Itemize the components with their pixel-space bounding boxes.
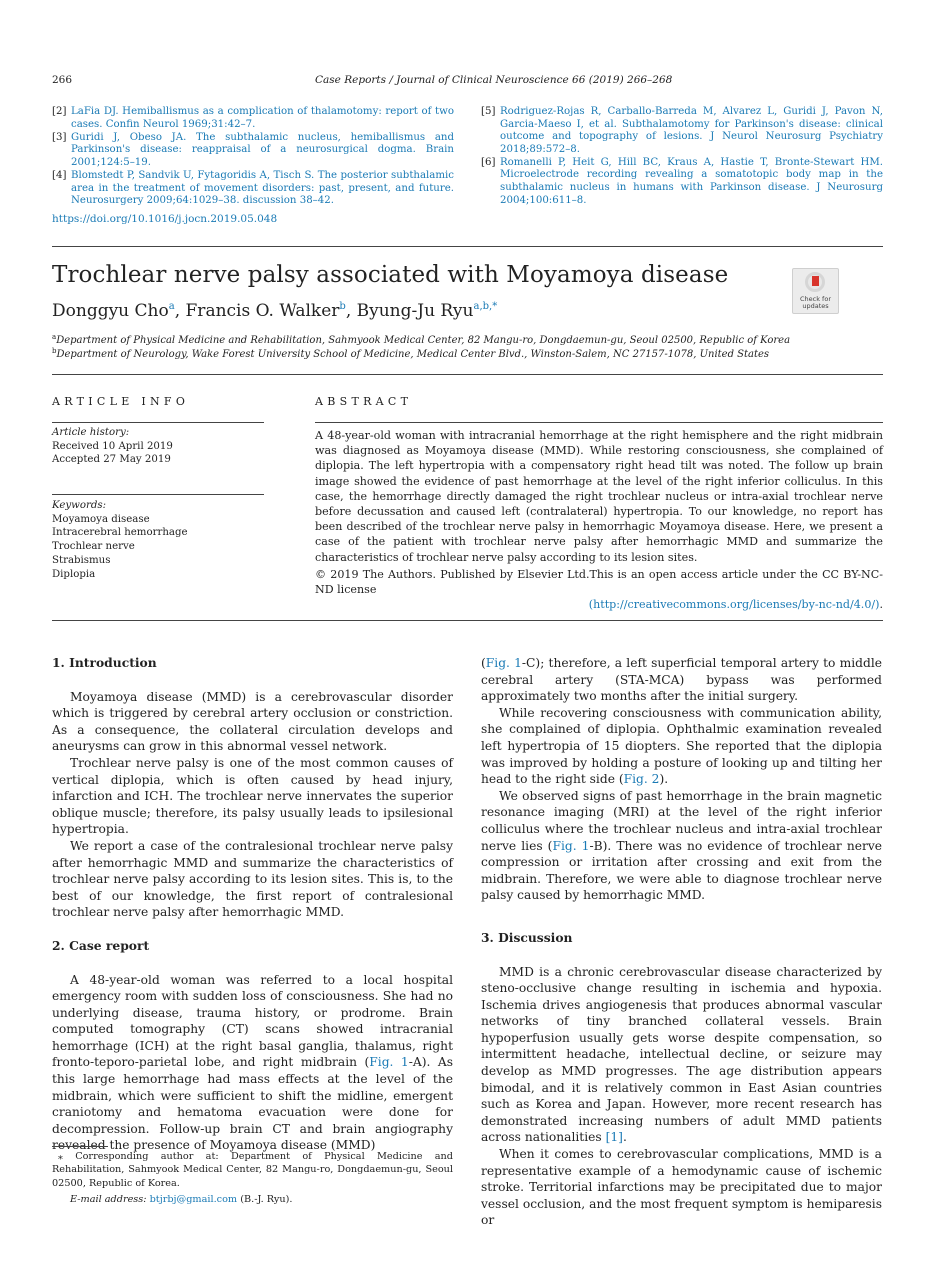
email-link[interactable]: btjrbj@gmail.com	[149, 1194, 238, 1206]
author-affiliation-link[interactable]: a,b,*	[473, 301, 498, 312]
page-number: 266	[52, 74, 73, 86]
abstract-heading: ABSTRACT	[315, 395, 413, 408]
bookmark-icon	[812, 276, 819, 286]
author-name: Donggyu Cho	[52, 301, 169, 321]
keyword: Trochlear nerve	[52, 541, 135, 553]
figure-link[interactable]: Fig. 1	[369, 1055, 409, 1070]
divider	[52, 246, 883, 247]
keyword: Strabismus	[52, 554, 111, 566]
divider	[52, 422, 264, 423]
running-head: Case Reports / Journal of Clinical Neuroscience 66 (2019) 266–268	[315, 74, 673, 86]
keywords: Keywords: Moyamoya disease Intracerebral hemorrhage Trochlear nerve Strabismus Diplopia	[52, 500, 188, 580]
paragraph: We report a case of the contralesional trochlear nerve palsy after hemorrhagic MMD and summarize the characteristics of trochlear nerve palsy according to its lesion sites. This is, to the best of our knowledge, the first report of contralesional trochlear nerve palsy after hemorrhagic MMD.	[52, 838, 453, 920]
paragraph: We observed signs of past hemorrhage in the brain magnetic resonance imaging (MRI) at the level of the right inferior colliculus where the trochlear nucleus and intra-axial trochlear nerve lies (Fig. 1-B). There was no evidence of trochlear nerve compression or irritation after crossing and exit from the midbrain. Therefore, we were able to diagnose trochlear nerve palsy caused by hemorrhagic MMD.	[481, 788, 882, 903]
paragraph: MMD is a chronic cerebrovascular disease characterized by steno-occlusive change resulting in ischemia and hypoxia. Ischemia drives angiogenesis that produces abnormal vascular networks of tiny branched collateral vessels. Brain hypoperfusion usually gets worse despite compensation, so intermittent headache, intellectual decline, or seizure may develop as MMD progresses. The age distribution appears bimodal, and it is relatively common in East Asian countries such as Korea and Japan. However, more recent research has demonstrated increasing numbers of adult MMD patients across nationalities [1].	[481, 964, 882, 1145]
author-affiliation-link[interactable]: b	[339, 301, 346, 312]
divider	[315, 422, 883, 423]
reference-item: [2] LaFia DJ. Hemiballismus as a complication of thalamotomy: report of two cases. Confin Neurol 1969;31:42–7.	[52, 106, 454, 130]
reference-item: [3] Guridi J, Obeso JA. The subthalamic nucleus, hemiballismus and Parkinson's disease: reappraisal of a neurosurgical dogma. Brain 2001;124:5–19.	[52, 131, 454, 168]
paragraph: Moyamoya disease (MMD) is a cerebrovascular disorder which is triggered by cerebral artery occlusion or constriction. As a consequence, the collateral circulation develops and aneurysms can grow in this abnormal vessel network.	[52, 689, 453, 754]
divider	[52, 620, 883, 621]
reference-link[interactable]: Rodriguez-Rojas R, Carballo-Barreda M, Alvarez L, Guridi J, Pavon N, Garcia-Maeso I, et al. Subthalamotomy for Parkinson's disease: clinical outcome and topography of lesions. J Neurol Neurosurg Psychiatry 2018;89:572–8.	[500, 106, 883, 155]
article-history: Article history: Received 10 April 2019 Accepted 27 May 2019	[52, 427, 173, 466]
keyword: Intracerebral hemorrhage	[52, 527, 188, 539]
reference-list-left	[52, 106, 454, 208]
figure-link[interactable]: Fig. 1	[485, 656, 522, 670]
paragraph: (Fig. 1-C); therefore, a left superficial temporal artery to middle cerebral artery (STA-MCA) bypass was performed approximately two months after the initial surgery.	[481, 656, 882, 704]
body-column-right	[481, 655, 882, 1229]
copyright-notice: © 2019 The Authors. Published by Elsevier Ltd.This is an open access article under the CC BY-NC-ND license (http://creativecommons.org/licenses/by-nc-nd/4.0/).	[315, 568, 883, 612]
check-for-updates-badge[interactable]: Check for updates	[792, 268, 839, 314]
figure-link[interactable]: Fig. 2	[623, 772, 660, 787]
section-heading: 3. Discussion	[481, 929, 573, 945]
author-name: Byung-Ju Ryu	[356, 301, 474, 321]
author-name: Francis O. Walker	[185, 301, 340, 321]
reference-item: [5] Rodriguez-Rojas R, Carballo-Barreda M, Alvarez L, Guridi J, Pavon N, Garcia-Maeso I, et al. Subthalamotomy for Parkinson's disease: clinical outcome and topography of lesions. J Neurol Neurosurg Psychiatry 2018;89:572–8.	[481, 106, 883, 155]
paragraph: Trochlear nerve palsy is one of the most common causes of vertical diplopia, which is often caused by head injury, infarction and ICH. The trochlear nerve innervates the superior oblique muscle; therefore, its palsy usually leads to ipsilesional hypertropia.	[52, 755, 453, 837]
abstract-text: A 48-year-old woman with intracranial hemorrhage at the right hemisphere and the right midbrain was diagnosed as Moyamoya disease (MMD). While restoring consciousness, she complained of diplopia. The left hypertropia with a compensatory right head tilt was noted. The follow up brain image showed the evidence of past hemorrhage at the level of the right inferior colliculus. In this case, the hemorrhage directly damaged the right trochlear nucleus or intra-axial trochlear nerve before decussation and caused left (contralateral) hypertropia. To our knowledge, no report has been described of the trochlear nerve palsy in hemorrhagic Moyamoya disease. Here, we present a case of the patient with trochlear nerve palsy after hemorrhagic MMD and summarize the characteristics of trochlear nerve palsy according to its lesion sites.	[315, 429, 883, 564]
author-list: Donggyu Cho$^a$, Francis O. Walker$^b$, Byung-Ju Ryu$^{a,b,*}$	[52, 301, 498, 321]
affiliation: $^a$Department of Physical Medicine and Rehabilitation, Sahmyook Medical Center, 82 Mangu-ro, Dongdaemun-gu, Seoul 02500, Republic of Korea	[52, 333, 791, 346]
body-column-left	[52, 655, 453, 1154]
article-info-heading: ARTICLE INFO	[52, 395, 190, 408]
figure-link[interactable]: Fig. 1	[552, 838, 590, 853]
footnote: ⁎ Corresponding author at: Department of Physical Medicine and Rehabilitation, Sahmyook Medical Center, 82 Mangu-ro, Dongdaemun-gu, Seoul 02500, Republic of Korea. E-mail address: btjrbj@gmail.com (B.-J. Ryu).	[52, 1151, 453, 1206]
keyword: Moyamoya disease	[52, 513, 150, 525]
license-link[interactable]: (http://creativecommons.org/licenses/by-nc-nd/4.0/)	[588, 598, 880, 612]
divider	[52, 494, 264, 495]
paragraph: When it comes to cerebrovascular complications, MMD is a representative example of a hemodynamic cause of ischemic stroke. Territorial infarctions may be precipitated due to major vessel occlusion, and the most frequent symptom is hemiparesis or	[481, 1147, 882, 1228]
reference-link[interactable]: Blomstedt P, Sandvik U, Fytagoridis A, Tisch S. The posterior subthalamic area in the treatment of movement disorders: past, present, and future. Neurosurgery 2009;64:1029–38. discussion 38–42.	[71, 169, 454, 207]
divider	[52, 374, 883, 375]
reference-item: [4] Blomstedt P, Sandvik U, Fytagoridis A, Tisch S. The posterior subthalamic area in the treatment of movement disorders: past, present, and future. Neurosurgery 2009;64:1029–38. discussion 38–42.	[52, 169, 454, 207]
doi-link[interactable]: https://doi.org/10.1016/j.jocn.2019.05.048	[52, 213, 278, 225]
reference-list-right	[481, 106, 883, 208]
reference-link[interactable]: Romanelli P, Heit G, Hill BC, Kraus A, Hastie T, Bronte-Stewart HM. Microelectrode recording revealing a somatotopic body map in the subthalamic nucleus in humans with Parkinson disease. J Neurosurg 2004;100:611–8.	[500, 156, 883, 206]
author-affiliation-link[interactable]: a	[168, 301, 175, 312]
paragraph: While recovering consciousness with communication ability, she complained of diplopia. Ophthalmic examination revealed left hypertropia of 15 diopters. She reported that the diplopia was improved by holding a posture of looking up and tilting her head to the right side (Fig. 2).	[481, 705, 882, 787]
citation-link[interactable]: [1]	[605, 1130, 623, 1145]
article-title: Trochlear nerve palsy associated with Moyamoya disease	[52, 262, 729, 288]
keyword: Diplopia	[52, 568, 96, 580]
affiliation: $^b$Department of Neurology, Wake Forest University School of Medicine, Medical Center Blvd., Winston-Salem, NC 27157-1078, United States	[52, 347, 770, 360]
footnote-divider	[52, 1146, 108, 1147]
paragraph: A 48-year-old woman was referred to a local hospital emergency room with sudden loss of consciousness. She had no underlying disease, trauma history, or prodrome. Brain computed tomography (CT) scans showed intracranial hemorrhage (ICH) at the right basal ganglia, thalamus, right fronto-teporo-parietal lobe, and right midbrain (Fig. 1-A). As this large hemorrhage had mass effects at the level of the midbrain, which were sufficient to shift the midline, emergent craniotomy and hematoma evacuation were done for decompression. Follow-up brain CT and brain angiography revealed the presence of Moyamoya disease (MMD)	[52, 972, 454, 1153]
section-heading: 2. Case report	[52, 937, 150, 953]
reference-link[interactable]: LaFia DJ. Hemiballismus as a complication of thalamotomy: report of two cases. Confin Neurol 1969;31:42–7.	[71, 106, 454, 130]
reference-link[interactable]: Guridi J, Obeso JA. The subthalamic nucleus, hemiballismus and Parkinson's disease: reappraisal of a neurosurgical dogma. Brain 2001;124:5–19.	[71, 131, 454, 168]
reference-item: [6] Romanelli P, Heit G, Hill BC, Kraus A, Hastie T, Bronte-Stewart HM. Microelectrode recording revealing a somatotopic body map in the subthalamic nucleus in humans with Parkinson disease. J Neurosurg 2004;100:611–8.	[481, 156, 883, 206]
section-heading: 1. Introduction	[52, 655, 157, 670]
